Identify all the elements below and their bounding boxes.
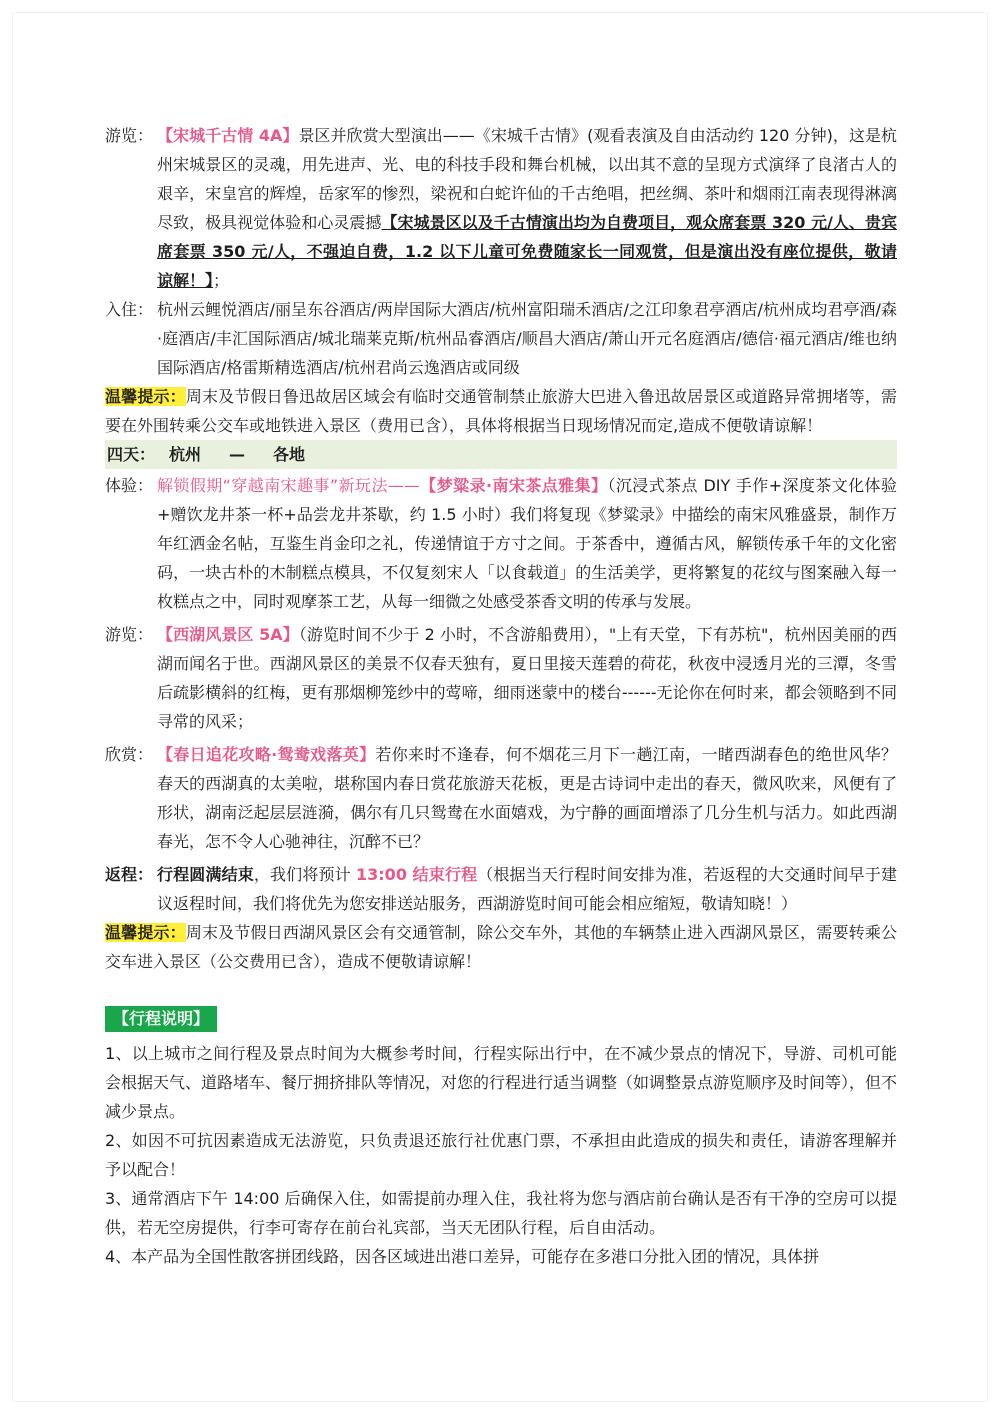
note-item: 2、如因不可抗因素造成无法游览，只负责退还旅行社优惠门票，不承担由此造成的损失和责任，请游客理解并予以配合！ [105,1131,897,1179]
songcheng-title: 【宋城千古情 4A】 [157,126,299,145]
warm-tip-label: 温馨提示： [105,923,186,942]
warm-tip-label: 温馨提示： [105,387,186,406]
hotel-label: 入住： [105,300,154,319]
return-trip: 返程： 行程圆满结束，我们将预计 13:00 结束行程（根据当天行程时间安排为准，若返程的大交通时间早于建议返程时间，我们将优先为您安排送站服务，西湖游览时间可能会相应缩短，敬请知晓！） [105,860,897,918]
songcheng-text: 景区并欣赏大型演出——《宋城千古情》(观看表演及自由活动约 120 分钟)，这是杭州宋城景区的灵魂，用先进声、光、电的科技手段和舞台机械，以出其不意的呈现方式演绎了良渚古人的艰辛，宋皇宫的辉煌，岳家军的惨烈，梁祝和白蛇许仙的千古绝唱，把丝绸、茶叶和烟雨江南表现得淋漓尽致，极具视觉体验和心灵震撼 [157,126,897,232]
notes-header-wrap [105,1004,897,1033]
hotel-info [105,295,897,382]
tour-westlake [105,620,897,736]
warm-tip-westlake [105,918,897,976]
return-time: 13:00 结束行程 [356,865,478,884]
note-item: 4、本产品为全国性散客拼团线路，因各区域进出港口差异，可能存在多港口分批入团的情况，具体拼 [105,1247,820,1266]
appreciate-spring [105,740,897,856]
experience-tea [105,471,897,616]
experience-lead: 解锁假期“穿越南宋趣事”新玩法—— [157,476,420,495]
experience-label: 体验： [105,476,154,495]
experience-title: 【梦粱录·南宋茶点雅集】 [419,476,608,495]
notes-list [105,1039,897,1271]
tour-label: 游览： [105,126,154,145]
westlake-text: （游览时间不少于 2 小时，不含游船费用），"上有天堂，下有苏杭"，杭州因美丽的西湖而闻名于世。西湖风景区的美景不仅春天独有，夏日里接天莲碧的荷花，秋夜中浸透月光的三潭，冬雪后疏影横斜的红梅，更有那烟柳笼纱中的莺啼，细雨迷蒙中的楼台------无论你在何时来，都会领略到不同寻常的风采； [157,625,897,731]
return-text: （根据当天行程时间安排为准，若返程的大交通时间早于建议返程时间，我们将优先为您安排送站服务，西湖游览时间可能会相应缩短，敬请知晓！） [157,865,897,913]
songcheng-notice: 【宋城景区以及千古情演出均为自费项目，观众席套票 320 元/人、贵宾席套票 350 元/人，不强迫自费，1.2 以下儿童可免费随家长一同观赏，但是演出没有座位提供，敬请谅解！】 [157,213,897,290]
note-item: 3、通常酒店下午 14:00 后确保入住，如需提前办理入住，我社将为您与酒店前台确认是否有干净的空房可以提供，若无空房提供，行李可寄存在前台礼宾部，当天无团队行程，后自由活动。 [105,1189,897,1237]
tour-label: 游览： [105,625,154,644]
experience-text: （沉浸式茶点 DIY 手作+深度茶文化体验+赠饮龙井茶一杯+品尝龙井茶歇，约 1.5 小时）我们将复现《梦粱录》中描绘的南宋风雅盛景，制作万年红洒金名帖，互鉴生肖金印之礼，传递情谊于方寸之间。于茶香中，遵循古风，解锁传承千年的文化密码，一块古朴的木制糕点模具，不仅复刻宋人「以食载道」的生活美学，更将繁复的花纹与图案融入每一枚糕点之中，同时观摩茶工艺，从每一细微之处感受茶香文明的传承与发展。 [157,476,897,611]
note-item: 1、以上城市之间行程及景点时间为大概参考时间，行程实际出行中，在不减少景点的情况下，导游、司机可能会根据天气、道路堵车、餐厅拥挤排队等情况，对您的行程进行适当调整（如调整景点游览顺序及时间等），但不减少景点。 [105,1044,898,1121]
warm-tip-text: 周末及节假日鲁迅故居区域会有临时交通管制禁止旅游大巴进入鲁迅故居景区或道路异常拥堵等，需要在外围转乘公交车或地铁进入景区（费用已含），具体将根据当日现场情况而定,造成不便敬请谅解！ [105,387,897,435]
return-bold: 行程圆满结束 [157,865,254,884]
westlake-title: 【西湖风景区 5A】 [157,625,299,644]
notes-header: 【行程说明】 [105,1006,217,1032]
itinerary-content [105,121,897,1271]
appreciate-title: 【春日追花攻略·鸳鸯戏落英】 [157,745,376,764]
appreciate-label: 欣赏： [105,745,154,764]
return-label: 返程： [105,865,154,884]
tour-songcheng: 游览： 【宋城千古情 4A】景区并欣赏大型演出——《宋城千古情》(观看表演及自由活动约 120 分钟)，这是杭州宋城景区的灵魂，用先进声、光、电的科技手段和舞台机械，以出其不意的呈现方式演绎了良渚古人的艰辛，宋皇宫的辉煌，岳家军的惨烈，梁祝和白蛇许仙的千古绝唱，把丝绸、茶叶和烟雨江南表现得淋漓尽致，极具视觉体验和心灵震撼【宋城景区以及千古情演出均为自费项目，观众席套票 320 元/人、贵宾席套票 350 元/人，不强迫自费，1.2 以下儿童可免费随家长一同观赏，但是演出没有座位提供，敬请谅解！】； [105,121,897,295]
warm-tip-luxun [105,382,897,440]
hotel-list: 杭州云鲤悦酒店/丽呈东谷酒店/两岸国际大酒店/杭州富阳瑞禾酒店/之江印象君亭酒店/杭州成均君亭酒/森·庭酒店/丰汇国际酒店/城北瑞莱克斯/杭州品睿酒店/顺昌大酒店/萧山开元名庭酒店/德信·福元酒店/维也纳国际酒店/格雷斯精选酒店/杭州君尚云逸酒店或同级 [157,300,897,377]
warm-tip-text: 周末及节假日西湖风景区会有交通管制，除公交车外，其他的车辆禁止进入西湖风景区，需要转乘公交车进入景区（公交费用已含），造成不便敬请谅解！ [105,923,897,971]
appreciate-text: 若你来时不逢春，何不烟花三月下一趟江南，一睹西湖春色的绝世风华？春天的西湖真的太美啦，堪称国内春日赏花旅游天花板，更是古诗词中走出的春天，微风吹来，风便有了形状，湖南泛起层层涟漪，偶尔有几只鸳鸯在水面嬉戏，为宁静的画面增添了几分生机与活力。如此西湖春光，怎不令人心驰神往，沉醉不已？ [157,745,897,851]
day-four-header: 四天： 杭州 — 各地 [105,440,897,469]
